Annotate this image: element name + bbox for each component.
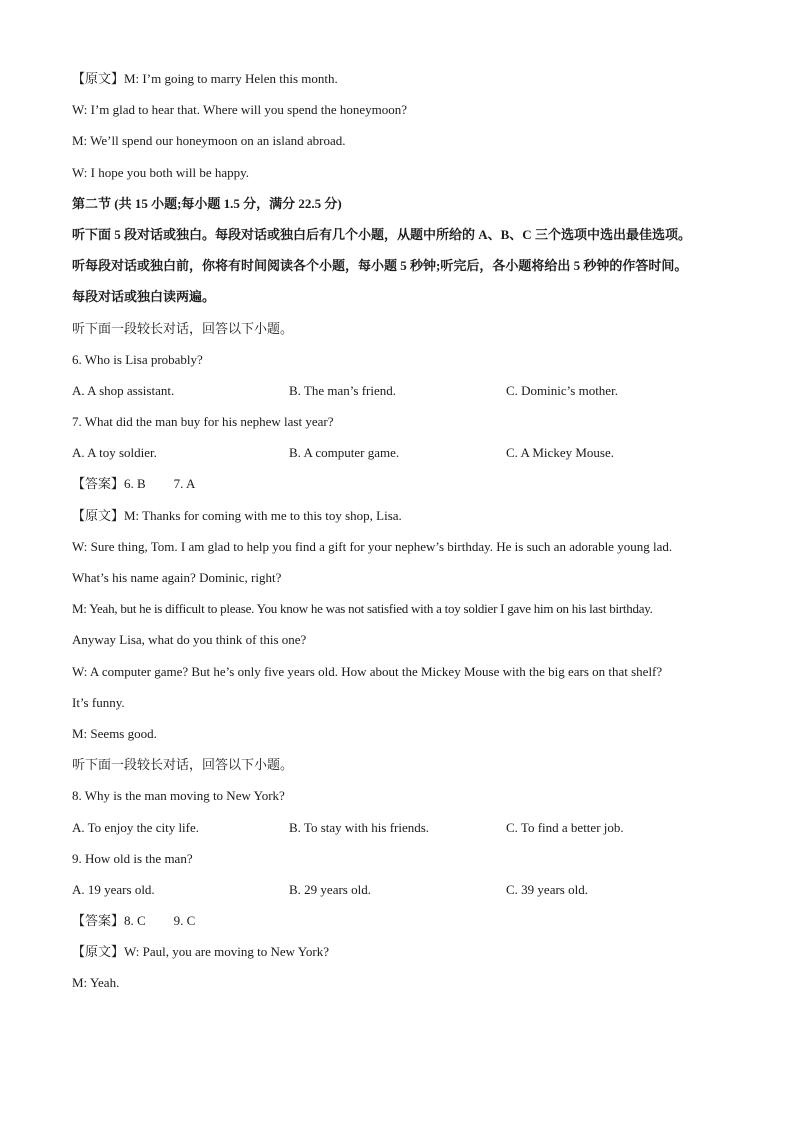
document-page [72,63,732,999]
transcript-line: M: Seems good. [72,725,157,741]
transcript-line: 【原文】M: I’m going to marry Helen this month. [72,71,338,86]
answer-value: 7. A [173,476,196,492]
transcript-line: Anyway Lisa, what do you think of this one? [72,632,307,648]
transcript-line: What’s his name again? Dominic, right? [72,570,282,585]
option-a: A. 19 years old. [72,881,155,897]
option-b: B. The man’s friend. [289,382,396,398]
question-6-options [72,375,732,406]
option-c: C. To find a better job. [506,819,624,835]
question-6: 6. Who is Lisa probably? [72,351,203,367]
question-9-options [72,874,732,905]
transcript-line: 【原文】W: Paul, you are moving to New York? [72,944,329,960]
transcript-line: W: A computer game? But he’s only five years old. How about the Mickey Mouse with the big ears on that shelf? [72,663,663,679]
option-a: A. A toy soldier. [72,445,157,461]
answer-value: 9. C [173,913,196,929]
transcript-line: M: Yeah. [72,975,120,991]
option-c: C. 39 years old. [506,881,588,897]
answer-label: 【答案】8. C [72,913,146,929]
option-a: A. A shop assistant. [72,382,175,398]
option-c: C. Dominic’s mother. [506,382,618,398]
answer-line [72,905,732,936]
question-8: 8. Why is the man moving to New York? [72,788,285,804]
transcript-line: M: Yeah, but he is difficult to please. You know he was not satisfied with a toy soldier I gave him on his last birthday. [72,601,653,617]
option-b: B. 29 years old. [289,881,371,897]
answer-label: 【答案】6. B [72,476,146,492]
option-c: C. A Mickey Mouse. [506,445,614,461]
option-a: A. To enjoy the city life. [72,819,200,835]
instruction-line: 听下面 5 段对话或独白。每段对话或独白后有几个小题，从题中所给的 A、B、C 三个选项中选出最佳选项。 [72,226,691,242]
dialogue-intro: 听下面一段较长对话，回答以下小题。 [72,757,294,773]
instruction-line: 每段对话或独白读两遍。 [72,289,216,305]
option-b: B. A computer game. [289,445,400,461]
transcript-line: W: I hope you both will be happy. [72,164,250,180]
transcript-line: 【原文】M: Thanks for coming with me to this toy shop, Lisa. [72,507,402,523]
option-b: B. To stay with his friends. [289,819,430,835]
transcript-line: W: Sure thing, Tom. I am glad to help you find a gift for your nephew’s birthday. He is such an adorable young lad. [72,538,673,554]
transcript-line: M: We’ll spend our honeymoon on an island abroad. [72,133,346,149]
transcript-line: It’s funny. [72,694,125,710]
section-heading: 第二节 (共 15 小题;每小题 1.5 分，满分 22.5 分) [72,195,342,211]
transcript-line: W: I’m glad to hear that. Where will you spend the honeymoon? [72,102,408,118]
answer-line [72,468,732,499]
instruction-line: 听每段对话或独白前，你将有时间阅读各个小题，每小题 5 秒钟;听完后，各小题将给出 5 秒钟的作答时间。 [72,258,688,274]
question-8-options [72,812,732,843]
question-7-options [72,437,732,468]
question-7: 7. What did the man buy for his nephew last year? [72,414,334,430]
dialogue-intro: 听下面一段较长对话，回答以下小题。 [72,320,294,336]
question-9: 9. How old is the man? [72,850,193,866]
